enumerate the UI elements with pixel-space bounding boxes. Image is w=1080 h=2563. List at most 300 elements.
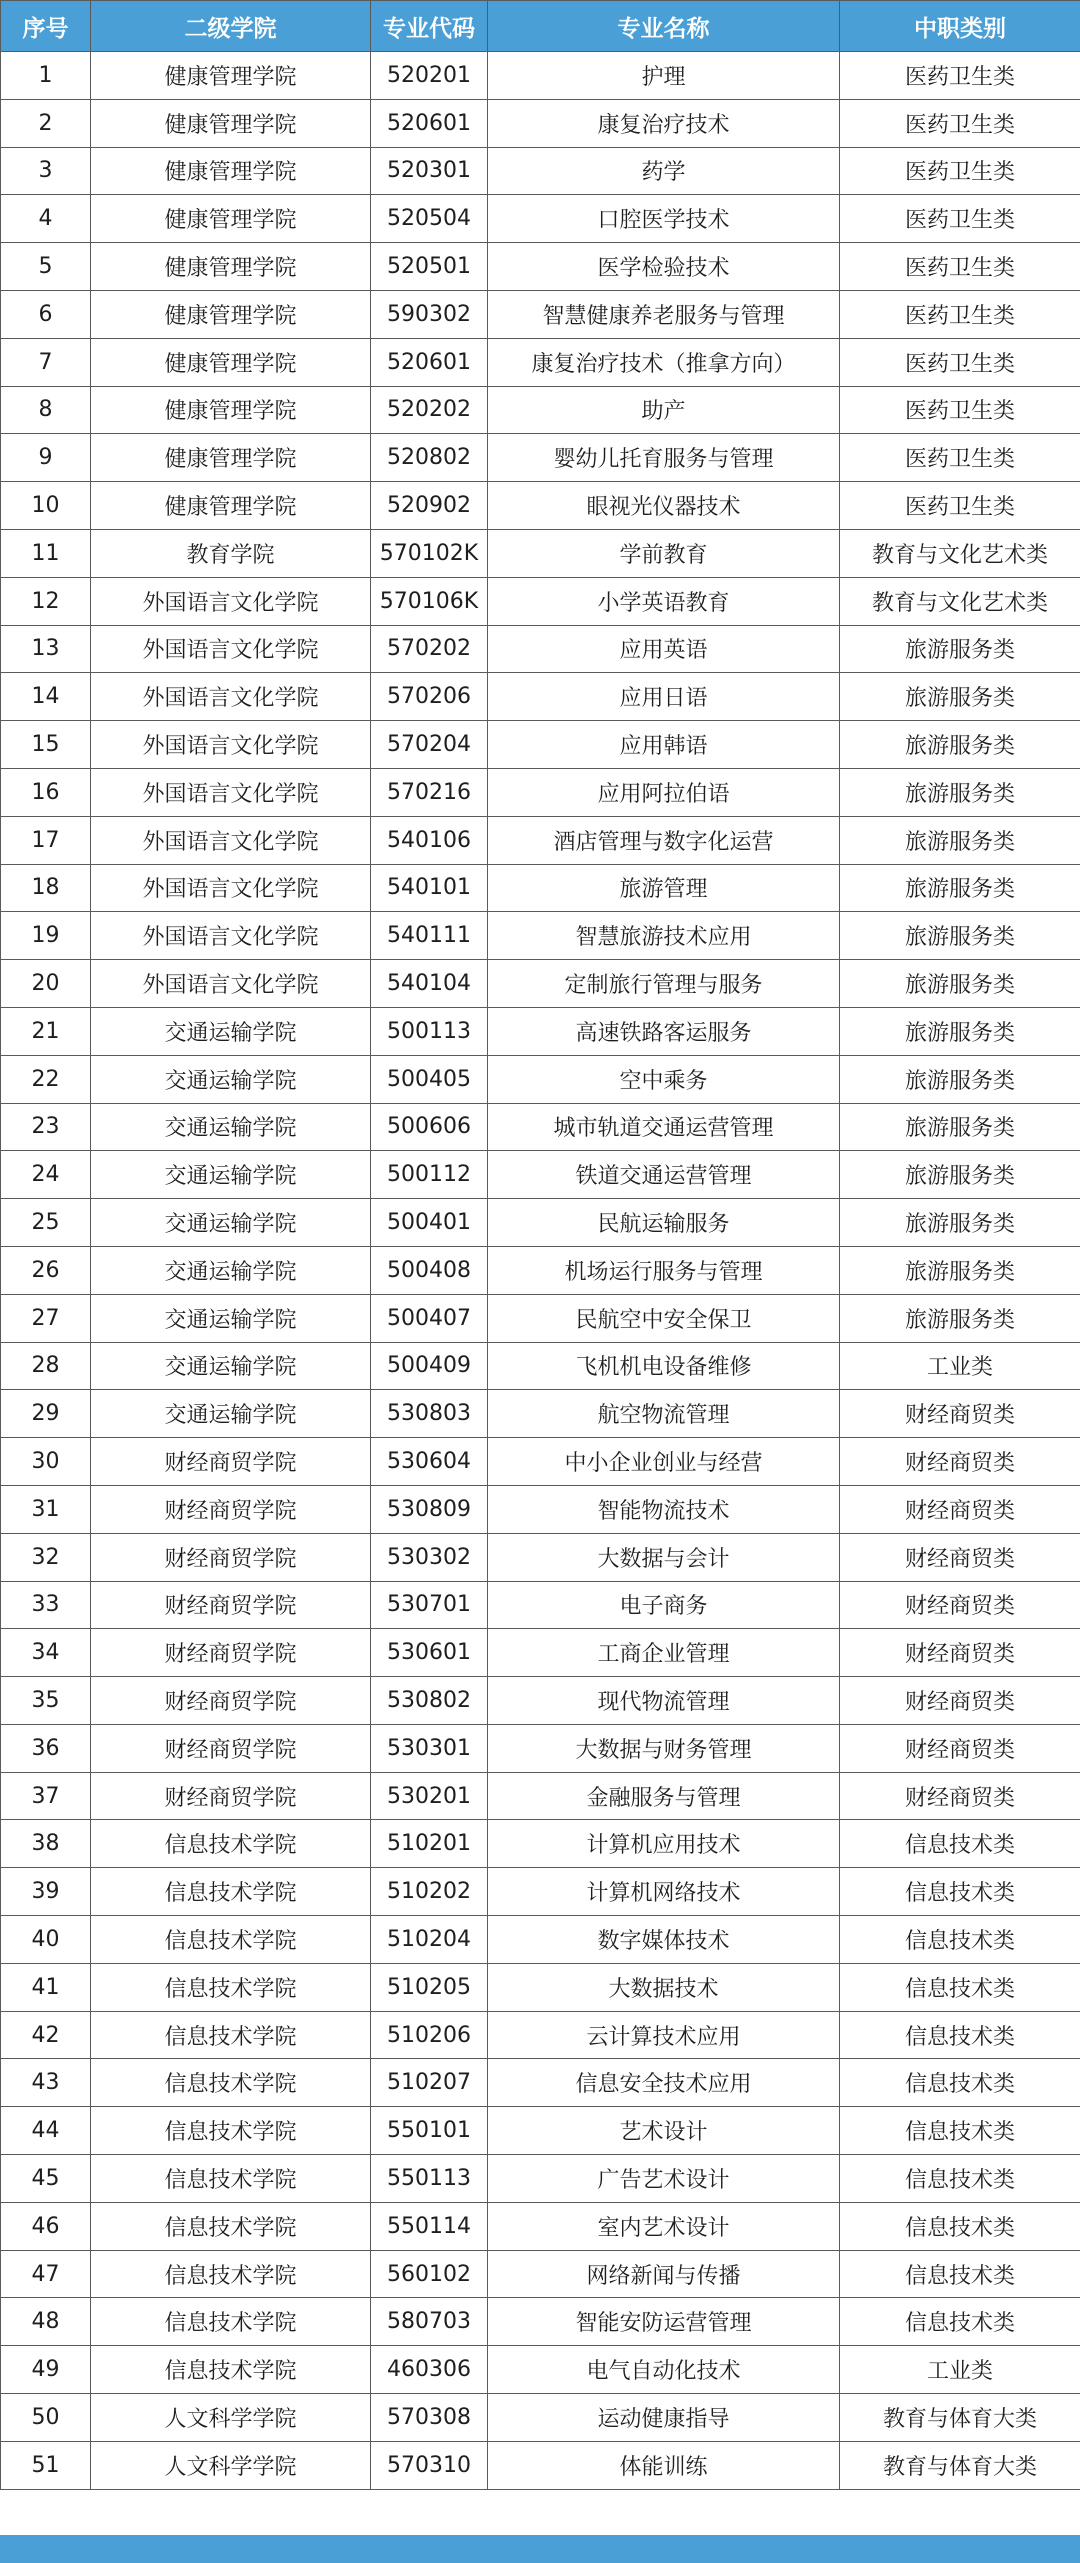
table-body [1,52,1080,2490]
code-header: 专业代码 [371,1,488,52]
table-row [1,1581,1080,1629]
college-cell: 信息技术学院 [91,2059,371,2107]
college-cell: 健康管理学院 [91,99,371,147]
table-row [1,960,1080,1008]
category-cell: 医药卫生类 [840,99,1080,147]
seq-cell: 12 [1,577,91,625]
code-cell: 530802 [371,1677,488,1725]
category-cell: 财经商贸类 [840,1677,1080,1725]
table-row [1,2107,1080,2155]
category-cell: 医药卫生类 [840,243,1080,291]
code-cell: 500113 [371,1007,488,1055]
college-cell: 外国语言文化学院 [91,960,371,1008]
category-cell: 信息技术类 [840,2202,1080,2250]
seq-cell: 14 [1,673,91,721]
major-name-cell: 广告艺术设计 [488,2155,840,2203]
code-cell: 460306 [371,2346,488,2394]
category-cell: 信息技术类 [840,1868,1080,1916]
seq-cell: 46 [1,2202,91,2250]
code-cell: 500405 [371,1055,488,1103]
code-cell: 520504 [371,195,488,243]
table-row [1,482,1080,530]
table-row [1,2202,1080,2250]
category-cell: 财经商贸类 [840,1772,1080,1820]
college-cell: 健康管理学院 [91,482,371,530]
college-cell: 人文科学学院 [91,2441,371,2489]
seq-cell: 41 [1,1963,91,2011]
college-cell: 健康管理学院 [91,290,371,338]
seq-cell: 45 [1,2155,91,2203]
table-row [1,768,1080,816]
table-row [1,1629,1080,1677]
college-cell: 交通运输学院 [91,1055,371,1103]
code-cell: 500408 [371,1246,488,1294]
seq-cell: 32 [1,1533,91,1581]
major-name-cell: 计算机网络技术 [488,1868,840,1916]
major-name-cell: 医学检验技术 [488,243,840,291]
table-row [1,816,1080,864]
category-cell: 旅游服务类 [840,625,1080,673]
category-header: 中职类别 [840,1,1080,52]
category-cell: 旅游服务类 [840,960,1080,1008]
table-row [1,1103,1080,1151]
table-row [1,1916,1080,1964]
college-cell: 财经商贸学院 [91,1629,371,1677]
major-name-cell: 学前教育 [488,529,840,577]
category-cell: 信息技术类 [840,1916,1080,1964]
major-name-cell: 机场运行服务与管理 [488,1246,840,1294]
category-cell: 财经商贸类 [840,1438,1080,1486]
category-cell: 财经商贸类 [840,1533,1080,1581]
category-cell: 旅游服务类 [840,1055,1080,1103]
college-cell: 健康管理学院 [91,147,371,195]
major-name-cell: 民航空中安全保卫 [488,1294,840,1342]
seq-cell: 6 [1,290,91,338]
major-name-cell: 护理 [488,52,840,100]
category-cell: 财经商贸类 [840,1629,1080,1677]
table-row [1,434,1080,482]
college-cell: 交通运输学院 [91,1151,371,1199]
code-cell: 500606 [371,1103,488,1151]
code-cell: 510207 [371,2059,488,2107]
seq-cell: 20 [1,960,91,1008]
table-row [1,1055,1080,1103]
category-cell: 旅游服务类 [840,912,1080,960]
major-name-cell: 铁道交通运营管理 [488,1151,840,1199]
seq-cell: 21 [1,1007,91,1055]
major-name-cell: 药学 [488,147,840,195]
table-header [1,1,1080,52]
code-cell: 550114 [371,2202,488,2250]
major-name-cell: 数字媒体技术 [488,1916,840,1964]
major-name-header: 专业名称 [488,1,840,52]
table-row [1,2346,1080,2394]
major-name-cell: 眼视光仪器技术 [488,482,840,530]
code-cell: 530701 [371,1581,488,1629]
code-cell: 500407 [371,1294,488,1342]
major-name-cell: 室内艺术设计 [488,2202,840,2250]
category-cell: 旅游服务类 [840,864,1080,912]
code-cell: 500409 [371,1342,488,1390]
seq-cell: 51 [1,2441,91,2489]
footer-band [0,2535,1080,2563]
category-cell: 旅游服务类 [840,1007,1080,1055]
category-cell: 财经商贸类 [840,1485,1080,1533]
category-cell: 信息技术类 [840,2155,1080,2203]
college-cell: 信息技术学院 [91,2155,371,2203]
college-cell: 财经商贸学院 [91,1772,371,1820]
code-cell: 570204 [371,721,488,769]
seq-cell: 17 [1,816,91,864]
category-cell: 旅游服务类 [840,1199,1080,1247]
major-name-cell: 艺术设计 [488,2107,840,2155]
code-cell: 560102 [371,2250,488,2298]
category-cell: 信息技术类 [840,2298,1080,2346]
category-cell: 旅游服务类 [840,1294,1080,1342]
major-name-cell: 定制旅行管理与服务 [488,960,840,1008]
college-cell: 外国语言文化学院 [91,816,371,864]
major-name-cell: 智慧旅游技术应用 [488,912,840,960]
college-cell: 人文科学学院 [91,2394,371,2442]
college-cell: 健康管理学院 [91,434,371,482]
code-cell: 510202 [371,1868,488,1916]
college-cell: 交通运输学院 [91,1007,371,1055]
table-row [1,243,1080,291]
category-cell: 教育与文化艺术类 [840,577,1080,625]
seq-cell: 3 [1,147,91,195]
major-name-cell: 现代物流管理 [488,1677,840,1725]
major-name-cell: 电气自动化技术 [488,2346,840,2394]
seq-cell: 7 [1,338,91,386]
college-cell: 健康管理学院 [91,243,371,291]
table-row [1,2298,1080,2346]
code-cell: 580703 [371,2298,488,2346]
seq-cell: 50 [1,2394,91,2442]
college-cell: 交通运输学院 [91,1103,371,1151]
seq-cell: 26 [1,1246,91,1294]
college-cell: 外国语言文化学院 [91,864,371,912]
table-row [1,1533,1080,1581]
table-row [1,1963,1080,2011]
code-cell: 510204 [371,1916,488,1964]
seq-cell: 40 [1,1916,91,1964]
college-cell: 健康管理学院 [91,195,371,243]
category-cell: 医药卫生类 [840,290,1080,338]
code-cell: 570102K [371,529,488,577]
seq-cell: 35 [1,1677,91,1725]
table-row [1,912,1080,960]
code-cell: 540104 [371,960,488,1008]
seq-cell: 27 [1,1294,91,1342]
major-name-cell: 运动健康指导 [488,2394,840,2442]
code-cell: 500401 [371,1199,488,1247]
major-name-cell: 民航运输服务 [488,1199,840,1247]
category-cell: 信息技术类 [840,2011,1080,2059]
category-cell: 信息技术类 [840,2107,1080,2155]
seq-cell: 18 [1,864,91,912]
seq-cell: 44 [1,2107,91,2155]
major-name-cell: 应用英语 [488,625,840,673]
category-cell: 信息技术类 [840,1820,1080,1868]
table-row [1,1390,1080,1438]
table-row [1,1868,1080,1916]
category-cell: 旅游服务类 [840,1103,1080,1151]
college-cell: 信息技术学院 [91,1916,371,1964]
major-name-cell: 婴幼儿托育服务与管理 [488,434,840,482]
category-cell: 信息技术类 [840,2250,1080,2298]
seq-cell: 43 [1,2059,91,2107]
code-cell: 520601 [371,99,488,147]
college-cell: 外国语言文化学院 [91,673,371,721]
code-cell: 550113 [371,2155,488,2203]
seq-cell: 48 [1,2298,91,2346]
major-name-cell: 电子商务 [488,1581,840,1629]
category-cell: 教育与体育大类 [840,2441,1080,2489]
major-name-cell: 应用韩语 [488,721,840,769]
college-cell: 交通运输学院 [91,1246,371,1294]
seq-cell: 8 [1,386,91,434]
major-name-cell: 体能训练 [488,2441,840,2489]
code-cell: 590302 [371,290,488,338]
major-name-cell: 小学英语教育 [488,577,840,625]
seq-header: 序号 [1,1,91,52]
code-cell: 530302 [371,1533,488,1581]
seq-cell: 10 [1,482,91,530]
code-cell: 520802 [371,434,488,482]
college-cell: 信息技术学院 [91,1820,371,1868]
code-cell: 570308 [371,2394,488,2442]
college-cell: 信息技术学院 [91,2107,371,2155]
category-cell: 旅游服务类 [840,721,1080,769]
code-cell: 530809 [371,1485,488,1533]
seq-cell: 49 [1,2346,91,2394]
major-name-cell: 康复治疗技术（推拿方向） [488,338,840,386]
college-cell: 财经商贸学院 [91,1581,371,1629]
major-name-cell: 飞机机电设备维修 [488,1342,840,1390]
category-cell: 医药卫生类 [840,434,1080,482]
table-row [1,673,1080,721]
major-name-cell: 计算机应用技术 [488,1820,840,1868]
table-row [1,1151,1080,1199]
seq-cell: 15 [1,721,91,769]
category-cell: 财经商贸类 [840,1724,1080,1772]
code-cell: 520601 [371,338,488,386]
major-name-cell: 空中乘务 [488,1055,840,1103]
code-cell: 500112 [371,1151,488,1199]
seq-cell: 24 [1,1151,91,1199]
header-row [1,1,1080,52]
category-cell: 信息技术类 [840,2059,1080,2107]
college-cell: 信息技术学院 [91,2202,371,2250]
category-cell: 医药卫生类 [840,195,1080,243]
table-row [1,529,1080,577]
seq-cell: 42 [1,2011,91,2059]
college-cell: 信息技术学院 [91,1963,371,2011]
code-cell: 520902 [371,482,488,530]
seq-cell: 31 [1,1485,91,1533]
college-cell: 信息技术学院 [91,2346,371,2394]
college-cell: 交通运输学院 [91,1390,371,1438]
college-cell: 健康管理学院 [91,338,371,386]
college-cell: 财经商贸学院 [91,1533,371,1581]
category-cell: 旅游服务类 [840,1246,1080,1294]
college-cell: 健康管理学院 [91,52,371,100]
code-cell: 540106 [371,816,488,864]
code-cell: 570202 [371,625,488,673]
seq-cell: 30 [1,1438,91,1486]
seq-cell: 2 [1,99,91,147]
category-cell: 医药卫生类 [840,52,1080,100]
seq-cell: 4 [1,195,91,243]
college-cell: 财经商贸学院 [91,1724,371,1772]
table-row [1,2059,1080,2107]
college-cell: 健康管理学院 [91,386,371,434]
seq-cell: 37 [1,1772,91,1820]
college-cell: 信息技术学院 [91,1868,371,1916]
major-name-cell: 金融服务与管理 [488,1772,840,1820]
code-cell: 540111 [371,912,488,960]
major-name-cell: 智能安防运营管理 [488,2298,840,2346]
code-cell: 530604 [371,1438,488,1486]
table-row [1,625,1080,673]
table-row [1,99,1080,147]
college-cell: 外国语言文化学院 [91,625,371,673]
major-name-cell: 高速铁路客运服务 [488,1007,840,1055]
category-cell: 旅游服务类 [840,1151,1080,1199]
major-name-cell: 应用日语 [488,673,840,721]
code-cell: 570310 [371,2441,488,2489]
code-cell: 510201 [371,1820,488,1868]
major-name-cell: 酒店管理与数字化运营 [488,816,840,864]
category-cell: 医药卫生类 [840,147,1080,195]
category-cell: 旅游服务类 [840,816,1080,864]
table-row [1,2250,1080,2298]
table-row [1,195,1080,243]
code-cell: 510206 [371,2011,488,2059]
seq-cell: 33 [1,1581,91,1629]
code-cell: 520202 [371,386,488,434]
college-cell: 外国语言文化学院 [91,721,371,769]
code-cell: 570206 [371,673,488,721]
code-cell: 520201 [371,52,488,100]
category-cell: 财经商贸类 [840,1390,1080,1438]
category-cell: 医药卫生类 [840,482,1080,530]
table-row [1,386,1080,434]
table-row [1,1246,1080,1294]
major-name-cell: 智慧健康养老服务与管理 [488,290,840,338]
table-row [1,2011,1080,2059]
major-name-cell: 工商企业管理 [488,1629,840,1677]
table-row [1,52,1080,100]
code-cell: 530803 [371,1390,488,1438]
seq-cell: 47 [1,2250,91,2298]
seq-cell: 25 [1,1199,91,1247]
code-cell: 530201 [371,1772,488,1820]
major-name-cell: 旅游管理 [488,864,840,912]
seq-cell: 38 [1,1820,91,1868]
category-cell: 工业类 [840,1342,1080,1390]
code-cell: 570216 [371,768,488,816]
table-row [1,1677,1080,1725]
table-row [1,338,1080,386]
major-name-cell: 网络新闻与传播 [488,2250,840,2298]
seq-cell: 13 [1,625,91,673]
code-cell: 540101 [371,864,488,912]
table-row [1,2155,1080,2203]
major-name-cell: 大数据与会计 [488,1533,840,1581]
major-name-cell: 城市轨道交通运营管理 [488,1103,840,1151]
table-row [1,1438,1080,1486]
code-cell: 520501 [371,243,488,291]
category-cell: 教育与体育大类 [840,2394,1080,2442]
college-cell: 信息技术学院 [91,2250,371,2298]
college-cell: 教育学院 [91,529,371,577]
category-cell: 财经商贸类 [840,1581,1080,1629]
college-header: 二级学院 [91,1,371,52]
major-name-cell: 康复治疗技术 [488,99,840,147]
table-row [1,1820,1080,1868]
seq-cell: 11 [1,529,91,577]
major-name-cell: 信息安全技术应用 [488,2059,840,2107]
major-name-cell: 助产 [488,386,840,434]
table-row [1,290,1080,338]
seq-cell: 39 [1,1868,91,1916]
category-cell: 旅游服务类 [840,673,1080,721]
major-name-cell: 航空物流管理 [488,1390,840,1438]
college-cell: 外国语言文化学院 [91,912,371,960]
college-cell: 信息技术学院 [91,2011,371,2059]
major-name-cell: 智能物流技术 [488,1485,840,1533]
table-row [1,577,1080,625]
table-row [1,147,1080,195]
table-row [1,1342,1080,1390]
major-name-cell: 大数据与财务管理 [488,1724,840,1772]
table-row [1,1294,1080,1342]
college-cell: 财经商贸学院 [91,1677,371,1725]
seq-cell: 23 [1,1103,91,1151]
table-row [1,2394,1080,2442]
college-cell: 外国语言文化学院 [91,768,371,816]
table-row [1,1485,1080,1533]
major-name-cell: 云计算技术应用 [488,2011,840,2059]
category-cell: 医药卫生类 [840,386,1080,434]
seq-cell: 5 [1,243,91,291]
table-row [1,1724,1080,1772]
college-cell: 交通运输学院 [91,1199,371,1247]
major-name-cell: 口腔医学技术 [488,195,840,243]
seq-cell: 34 [1,1629,91,1677]
college-cell: 交通运输学院 [91,1294,371,1342]
college-cell: 信息技术学院 [91,2298,371,2346]
table-row [1,721,1080,769]
table-row [1,1007,1080,1055]
major-name-cell: 大数据技术 [488,1963,840,2011]
table-row [1,2441,1080,2489]
college-cell: 交通运输学院 [91,1342,371,1390]
code-cell: 530301 [371,1724,488,1772]
college-cell: 财经商贸学院 [91,1438,371,1486]
code-cell: 570106K [371,577,488,625]
category-cell: 教育与文化艺术类 [840,529,1080,577]
seq-cell: 22 [1,1055,91,1103]
code-cell: 530601 [371,1629,488,1677]
seq-cell: 1 [1,52,91,100]
seq-cell: 36 [1,1724,91,1772]
table-row [1,864,1080,912]
seq-cell: 29 [1,1390,91,1438]
college-cell: 外国语言文化学院 [91,577,371,625]
seq-cell: 9 [1,434,91,482]
